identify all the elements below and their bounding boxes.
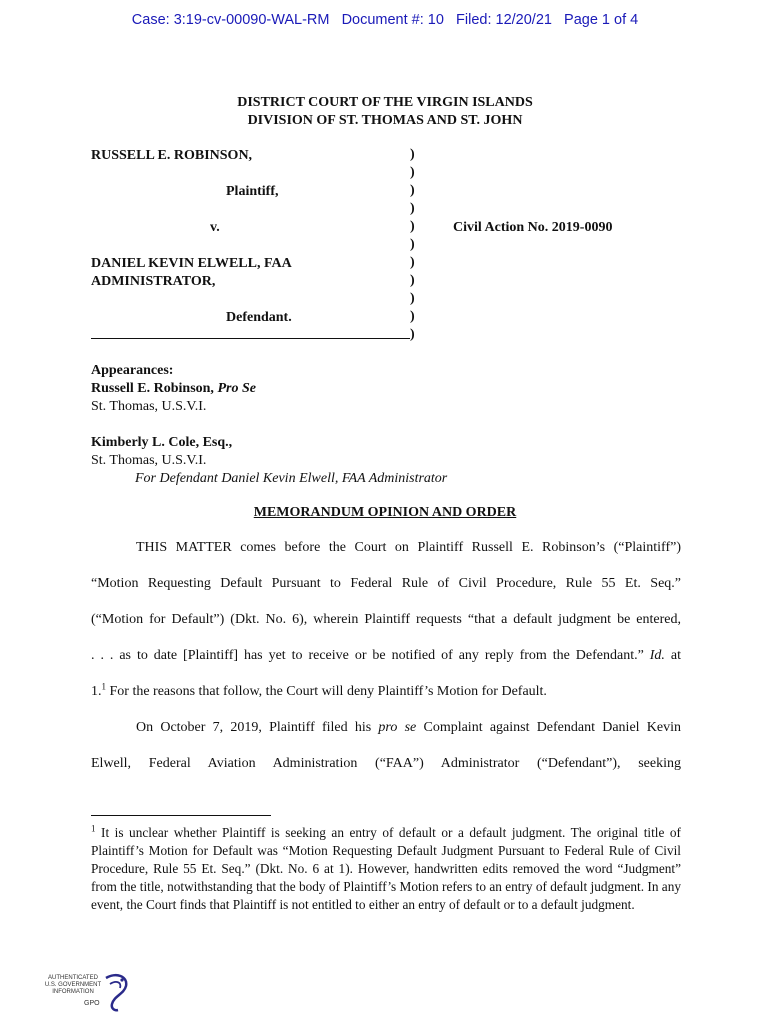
gpo-eagle-icon (102, 972, 130, 1012)
caption-parentheses: ) ) ) ) ) ) ) ) ) ) ) (410, 147, 415, 342)
party2-representation: For Defendant Daniel Kevin Elwell, FAA Administrator (135, 471, 448, 486)
case-caption (91, 146, 691, 346)
footnote (91, 824, 681, 914)
party1-location: St. Thomas, U.S.V.I. (91, 399, 207, 414)
appearances (91, 362, 691, 488)
footnote-text: It is unclear whether Plaintiff is seeking an entry of default or a default judgment. The original title of Plaintiff’s Motion for Default was “Motion Requesting Default Judgment Pursuant to Federal Rule of Civil Procedure, Rule 55 Et. Seq.” (Dkt. No. 6 at 1). However, handwritten edits removed the word “Judgment” from the title, notwithstanding that the body of Plaintiff’s Motion refers to an entry of default judgment. In any event, the Court finds that Plaintiff is not entitled to either an entry of default or to a default judgment. (91, 825, 681, 912)
appearances-heading: Appearances: (91, 363, 174, 378)
memorandum-title: MEMORANDUM OPINION AND ORDER (253, 505, 517, 520)
party2-location: St. Thomas, U.S.V.I. (91, 453, 207, 468)
appearance-party1 (91, 380, 691, 398)
footnote-ref[interactable]: 1 (101, 681, 106, 692)
defendant-name-line1: DANIEL KEVIN ELWELL, FAA (91, 256, 292, 271)
defendant-name-line2: ADMINISTRATOR, (91, 274, 216, 289)
plaintiff-role: Plaintiff, (226, 184, 279, 199)
versus: v. (210, 220, 220, 235)
footnote-divider (91, 815, 271, 816)
party2-name: Kimberly L. Cole, Esq., (91, 435, 233, 450)
citation-id: Id. (649, 648, 665, 663)
defendant-role: Defendant. (226, 310, 292, 325)
party1-role: Pro Se (217, 381, 256, 396)
civil-action-number: Civil Action No. 2019-0090 (453, 220, 613, 235)
gpo-label: GPO (84, 1000, 100, 1007)
court-heading (0, 94, 770, 130)
gpo-authentication-seal (44, 972, 134, 1016)
party1-name: Russell E. Robinson, (91, 381, 218, 396)
court-division: DIVISION OF ST. THOMAS AND ST. JOHN (247, 113, 523, 128)
memorandum-body (91, 530, 681, 782)
plaintiff-name: RUSSELL E. ROBINSON, (91, 148, 253, 163)
court-name: DISTRICT COURT OF THE VIRGIN ISLANDS (237, 95, 533, 110)
body-line: (“Motion for Default”) (Dkt. No. 6), wherein Plaintiff requests “that a default judgment be entered, (91, 612, 681, 627)
gpo-seal-text: AUTHENTICATED U.S. GOVERNMENT INFORMATION (44, 975, 102, 995)
body-line: On October 7, 2019, Plaintiff filed his pro se Complaint against Defendant Daniel Kevin (136, 720, 681, 735)
body-line: . . . as to date [Plaintiff] has yet to receive or be notified of any reply from the Defendant.” Id. at (91, 648, 681, 663)
body-line: 1.$^1$ For the reasons that follow, the Court will deny Plaintiff’s Motion for Default. (91, 681, 547, 699)
body-line: Elwell, Federal Aviation Administration (“FAA”) Administrator (“Defendant”), seeking (91, 756, 681, 771)
footnote-number: 1 (91, 823, 96, 834)
body-line: “Motion Requesting Default Pursuant to Federal Rule of Civil Procedure, Rule 55 Et. Seq.” (91, 576, 681, 591)
case-stamp: Case: 3:19-cv-00090-WAL-RM Document #: 10 Filed: 12/20/21 Page 1 of 4 (131, 12, 639, 28)
caption-divider (91, 338, 410, 339)
body-line: THIS MATTER comes before the Court on Plaintiff Russell E. Robinson’s (“Plaintiff”) (136, 540, 681, 555)
